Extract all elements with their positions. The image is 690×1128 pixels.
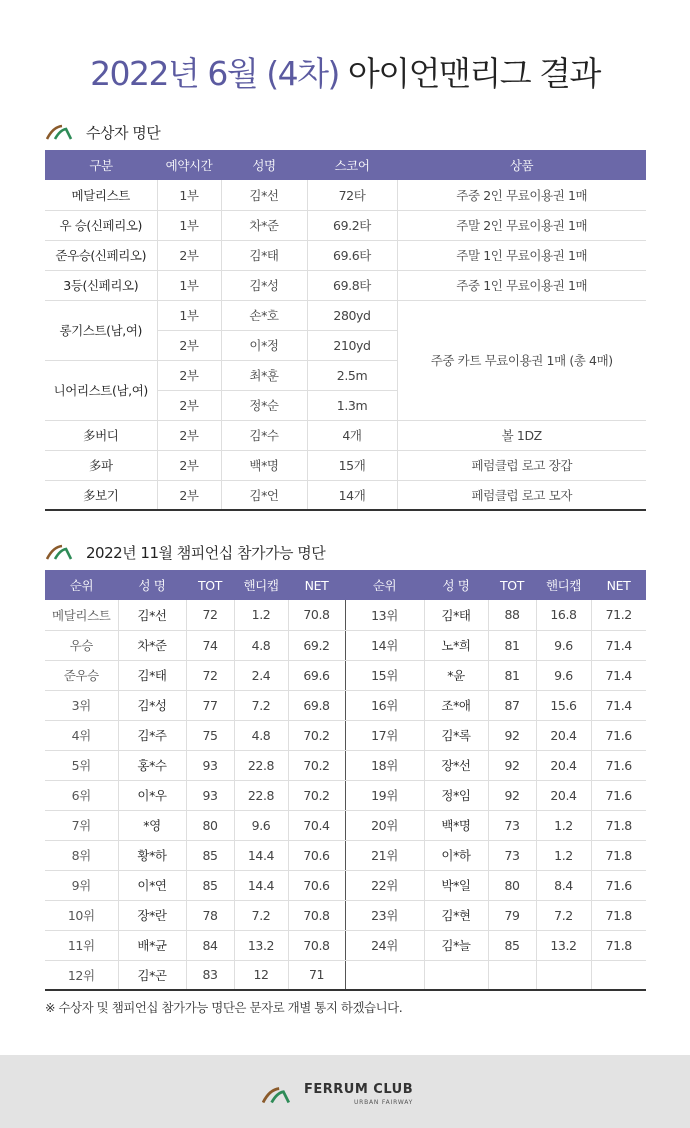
award-time: 2부 [157,420,221,450]
champ-name-cell: 이*하 [424,840,488,870]
champ-handicap-cell: 7.2 [234,690,288,720]
champ-net-cell: 71.8 [591,930,646,960]
champ-rank-cell: 21위 [345,840,424,870]
champ-net-cell: 71.8 [591,900,646,930]
champ-name-cell: 박*일 [424,870,488,900]
award-name: 손*호 [221,300,307,330]
col-header: 구분 [45,150,157,180]
champ-tot-cell: 85 [488,930,536,960]
table-row [45,630,646,660]
award-name: 백*명 [221,450,307,480]
champ-handicap-cell: 9.6 [536,630,591,660]
champ-rank-cell [345,960,424,990]
champ-tot-cell: 93 [186,750,234,780]
champ-rank-cell: 5위 [45,750,118,780]
award-prize: 주중 카트 무료이용권 1매 (총 4매) [397,300,646,420]
champ-handicap-cell: 7.2 [234,900,288,930]
table-row [45,930,646,960]
award-score: 280yd [307,300,397,330]
champ-net-cell: 71.6 [591,870,646,900]
table-row [45,900,646,930]
award-score: 72타 [307,180,397,210]
award-prize: 주중 1인 무료이용권 1매 [397,270,646,300]
champ-name-cell: 황*하 [118,840,186,870]
champ-net-cell: 71.8 [591,840,646,870]
champ-tot-cell: 74 [186,630,234,660]
championship-table [45,570,646,991]
champ-handicap-cell [536,960,591,990]
page-title-date: 2022년 6월 (4차) [90,54,339,93]
champ-rank-cell: 24위 [345,930,424,960]
champ-net-cell: 70.6 [288,870,345,900]
champ-handicap-cell: 9.6 [536,660,591,690]
award-score: 1.3m [307,390,397,420]
col-header: NET [288,570,345,600]
champ-handicap-cell: 13.2 [536,930,591,960]
brand-name: FERRUM CLUB [304,1082,414,1097]
ferrum-club-logo-icon [46,544,74,560]
champ-rank-cell: 20위 [345,810,424,840]
champ-rank-cell: 15위 [345,660,424,690]
champ-net-cell: 71.6 [591,720,646,750]
champ-tot-cell: 75 [186,720,234,750]
award-time: 2부 [157,450,221,480]
col-header: 예약시간 [157,150,221,180]
table-row [45,750,646,780]
table-row [45,450,646,480]
champ-rank-cell: 22위 [345,870,424,900]
champ-handicap-cell: 1.2 [536,810,591,840]
col-header: 성명 [221,150,307,180]
award-name: 김*태 [221,240,307,270]
table-row [45,180,646,210]
col-header: 순위 [345,570,424,600]
champ-tot-cell: 79 [488,900,536,930]
champ-tot-cell: 88 [488,600,536,630]
champ-tot-cell: 81 [488,660,536,690]
champ-rank-cell: 13위 [345,600,424,630]
champ-handicap-cell: 20.4 [536,750,591,780]
champ-header-row [45,570,646,600]
champ-net-cell: 70.8 [288,930,345,960]
champ-tot-cell: 80 [488,870,536,900]
champ-net-cell: 70.2 [288,720,345,750]
champ-handicap-cell: 4.8 [234,630,288,660]
award-category: 니어리스트(남,여) [45,360,157,420]
award-time: 1부 [157,300,221,330]
award-name: 정*순 [221,390,307,420]
champ-net-cell: 71.6 [591,750,646,780]
award-score: 15개 [307,450,397,480]
awards-heading-text: 수상자 명단 [86,123,161,142]
award-name: 최*훈 [221,360,307,390]
award-score: 4개 [307,420,397,450]
award-name: 김*성 [221,270,307,300]
champ-rank-cell: 17위 [345,720,424,750]
awards-header-row [45,150,646,180]
champ-tot-cell: 72 [186,660,234,690]
champ-heading-text: 2022년 11월 챔피언십 참가가능 명단 [86,543,326,562]
champ-name-cell: 백*명 [424,810,488,840]
table-row [45,270,646,300]
champ-name-cell: 정*임 [424,780,488,810]
champ-rank-cell: 4위 [45,720,118,750]
award-category: 多버디 [45,420,157,450]
award-score: 210yd [307,330,397,360]
brand-logo [262,1083,413,1106]
champ-rank-cell: 23위 [345,900,424,930]
champ-tot-cell: 80 [186,810,234,840]
champ-rank-cell: 7위 [45,810,118,840]
award-name: 차*준 [221,210,307,240]
champ-tot-cell: 92 [488,720,536,750]
champ-rank-cell: 3위 [45,690,118,720]
champ-name-cell: 홍*수 [118,750,186,780]
champ-net-cell: 70.2 [288,780,345,810]
col-header: 스코어 [307,150,397,180]
champ-net-cell: 71.8 [591,810,646,840]
champ-handicap-cell: 9.6 [234,810,288,840]
champ-net-cell: 70.6 [288,840,345,870]
table-row [45,600,646,630]
award-score: 69.6타 [307,240,397,270]
champ-name-cell: 김*선 [118,600,186,630]
ferrum-club-logo-icon [262,1086,292,1104]
award-score: 14개 [307,480,397,510]
champ-name-cell: 이*연 [118,870,186,900]
champ-tot-cell: 77 [186,690,234,720]
champ-rank-cell: 우승 [45,630,118,660]
award-category: 多보기 [45,480,157,510]
award-name: 김*수 [221,420,307,450]
award-prize: 페럼클럽 로고 장갑 [397,450,646,480]
table-row [45,690,646,720]
col-header: NET [591,570,646,600]
champ-handicap-cell: 15.6 [536,690,591,720]
champ-handicap-cell: 13.2 [234,930,288,960]
champ-name-cell: 장*선 [424,750,488,780]
champ-handicap-cell: 7.2 [536,900,591,930]
award-time: 2부 [157,240,221,270]
champ-net-cell: 70.8 [288,600,345,630]
champ-handicap-cell: 22.8 [234,780,288,810]
table-row [45,660,646,690]
footer [0,1055,690,1128]
col-header: TOT [488,570,536,600]
champ-net-cell: 71 [288,960,345,990]
champ-name-cell: 김*태 [118,660,186,690]
award-time: 2부 [157,390,221,420]
champ-tot-cell: 92 [488,780,536,810]
champ-name-cell: 김*성 [118,690,186,720]
table-row [45,870,646,900]
champ-handicap-cell: 14.4 [234,870,288,900]
award-prize: 주말 2인 무료이용권 1매 [397,210,646,240]
award-category: 多파 [45,450,157,480]
champ-rank-cell: 준우승 [45,660,118,690]
champ-net-cell: 71.4 [591,660,646,690]
award-time: 2부 [157,480,221,510]
award-name: 김*언 [221,480,307,510]
award-score: 2.5m [307,360,397,390]
champ-net-cell: 69.2 [288,630,345,660]
award-category: 우 승(신페리오) [45,210,157,240]
page-title-text: 아이언맨리그 결과 [347,54,600,93]
champ-net-cell: 70.8 [288,900,345,930]
champ-rank-cell: 14위 [345,630,424,660]
champ-name-cell: 노*희 [424,630,488,660]
award-time: 1부 [157,180,221,210]
champ-heading [46,540,325,564]
champ-tot-cell: 85 [186,840,234,870]
champ-rank-cell: 12위 [45,960,118,990]
award-prize: 볼 1DZ [397,420,646,450]
table-row [45,780,646,810]
award-name: 이*정 [221,330,307,360]
champ-handicap-cell: 16.8 [536,600,591,630]
award-score: 69.2타 [307,210,397,240]
award-prize: 주중 2인 무료이용권 1매 [397,180,646,210]
champ-handicap-cell: 14.4 [234,840,288,870]
col-header: 성 명 [118,570,186,600]
champ-name-cell: 김*주 [118,720,186,750]
champ-rank-cell: 18위 [345,750,424,780]
champ-tot-cell: 83 [186,960,234,990]
table-row [45,240,646,270]
table-row [45,300,646,330]
champ-tot-cell: 78 [186,900,234,930]
champ-name-cell: 김*태 [424,600,488,630]
champ-handicap-cell: 4.8 [234,720,288,750]
champ-net-cell: 71.6 [591,780,646,810]
champ-tot-cell: 87 [488,690,536,720]
footnote: ※ 수상자 및 챔피언십 참가가능 명단은 문자로 개별 통지 하겠습니다. [45,1000,403,1015]
brand-tagline: URBAN FAIRWAY [353,1099,414,1106]
col-header: 성 명 [424,570,488,600]
col-header: 상품 [397,150,646,180]
champ-rank-cell: 6위 [45,780,118,810]
champ-rank-cell: 9위 [45,870,118,900]
champ-net-cell: 71.4 [591,690,646,720]
award-category: 롱기스트(남,여) [45,300,157,360]
award-time: 1부 [157,270,221,300]
champ-handicap-cell: 20.4 [536,720,591,750]
champ-net-cell: 69.6 [288,660,345,690]
champ-net-cell: 69.8 [288,690,345,720]
champ-tot-cell [488,960,536,990]
award-time: 1부 [157,210,221,240]
col-header: TOT [186,570,234,600]
page-title [0,48,690,95]
ferrum-club-logo-icon [46,124,74,140]
champ-name-cell: 김*곤 [118,960,186,990]
award-prize: 페럼클럽 로고 모자 [397,480,646,510]
champ-name-cell: 배*균 [118,930,186,960]
champ-rank-cell: 10위 [45,900,118,930]
champ-tot-cell: 93 [186,780,234,810]
table-row [45,960,646,990]
award-category: 3등(신페리오) [45,270,157,300]
col-header: 핸디캡 [536,570,591,600]
champ-rank-cell: 16위 [345,690,424,720]
champ-handicap-cell: 20.4 [536,780,591,810]
champ-net-cell: 70.2 [288,750,345,780]
champ-name-cell: 이*우 [118,780,186,810]
champ-rank-cell: 19위 [345,780,424,810]
table-row [45,810,646,840]
champ-handicap-cell: 22.8 [234,750,288,780]
champ-tot-cell: 73 [488,810,536,840]
champ-net-cell [591,960,646,990]
champ-handicap-cell: 12 [234,960,288,990]
awards-table [45,150,646,511]
col-header: 순위 [45,570,118,600]
award-score: 69.8타 [307,270,397,300]
champ-rank-cell: 메달리스트 [45,600,118,630]
award-prize: 주말 1인 무료이용권 1매 [397,240,646,270]
award-name: 김*선 [221,180,307,210]
champ-tot-cell: 84 [186,930,234,960]
champ-handicap-cell: 8.4 [536,870,591,900]
champ-name-cell: 김*늘 [424,930,488,960]
champ-handicap-cell: 1.2 [536,840,591,870]
champ-name-cell [424,960,488,990]
col-header: 핸디캡 [234,570,288,600]
champ-name-cell: 조*애 [424,690,488,720]
champ-net-cell: 71.2 [591,600,646,630]
award-category: 준우승(신페리오) [45,240,157,270]
award-time: 2부 [157,330,221,360]
table-row [45,720,646,750]
champ-net-cell: 71.4 [591,630,646,660]
table-row [45,480,646,510]
awards-heading [46,120,160,144]
champ-tot-cell: 85 [186,870,234,900]
champ-tot-cell: 81 [488,630,536,660]
champ-name-cell: 장*란 [118,900,186,930]
champ-body [45,600,646,990]
champ-tot-cell: 73 [488,840,536,870]
champ-handicap-cell: 1.2 [234,600,288,630]
champ-tot-cell: 92 [488,750,536,780]
champ-tot-cell: 72 [186,600,234,630]
award-time: 2부 [157,360,221,390]
champ-net-cell: 70.4 [288,810,345,840]
award-category: 메달리스트 [45,180,157,210]
champ-handicap-cell: 2.4 [234,660,288,690]
champ-name-cell: *영 [118,810,186,840]
champ-rank-cell: 11위 [45,930,118,960]
table-row [45,210,646,240]
table-row [45,420,646,450]
champ-name-cell: 차*준 [118,630,186,660]
champ-name-cell: *윤 [424,660,488,690]
champ-name-cell: 김*록 [424,720,488,750]
champ-name-cell: 김*현 [424,900,488,930]
table-row [45,840,646,870]
champ-rank-cell: 8위 [45,840,118,870]
